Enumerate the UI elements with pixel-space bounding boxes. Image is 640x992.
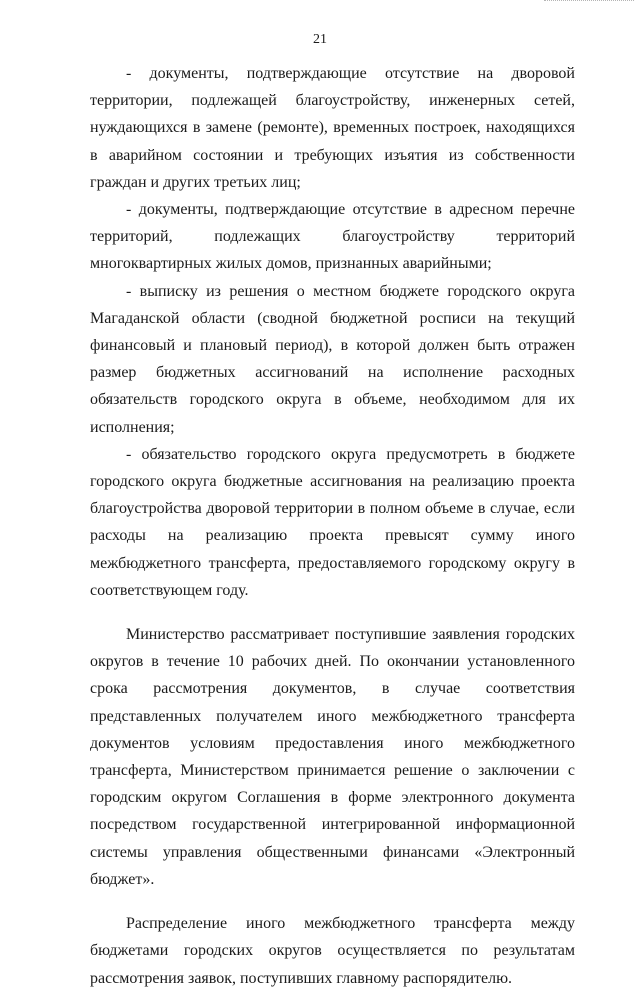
paragraph-documents-no-networks: - документы, подтверждающие отсутствие на дворовой территории, подлежащей благоустройству, инженерных сетей, нуждающихся в замене (ремонте), временных построек, находящихся в аварийном состоянии и требующих изъятия из собственности граждан и других третьих лиц; (90, 65, 575, 191)
page-number: 21 (313, 32, 327, 47)
scan-edge-mark (544, 0, 634, 5)
paragraph-documents-not-in-list: - документы, подтверждающие отсутствие в адресном перечне территорий, подлежащих благоустройству территорий многоквартирных жилых домов, признанных аварийными; (90, 201, 575, 273)
document-body (90, 60, 575, 992)
paragraph-transfer-distribution: Распределение иного межбюджетного трансферта между бюджетами городских округов осуществляется по результатам рассмотрения заявок, поступивших главному распорядителю. (90, 915, 575, 987)
paragraph-budget-obligation: - обязательство городского округа предусмотреть в бюджете городского округа бюджетные ассигнования на реализацию проекта благоустройства дворовой территории в полном объеме в случае, если расходы на реализацию проекта превысят сумму иного межбюджетного трансферта, предоставляемого городскому округу в соответствующем году. (90, 445, 575, 599)
paragraph-ministry-review: Министерство рассматривает поступившие заявления городских округов в течение 10 рабочих дней. По окончании установленного срока рассмотрения документов, в случае соответствия представленных получателем иного межбюджетного трансферта документов условиям предоставления иного межбюджетного трансферта, Министерством принимается решение о заключении с городским округом Соглашения в форме электронного документа посредством государственной интегрированной информационной системы управления общественными финансами «Электронный бюджет». (90, 626, 575, 888)
paragraph-budget-extract: - выписку из решения о местном бюджете городского округа Магаданской области (сводной бюджетной росписи на текущий финансовый и плановый период), в которой должен быть отражен размер бюджетных ассигнований на исполнение расходных обязательств городского округа в объеме, необходимом для их исполнения; (90, 282, 575, 436)
